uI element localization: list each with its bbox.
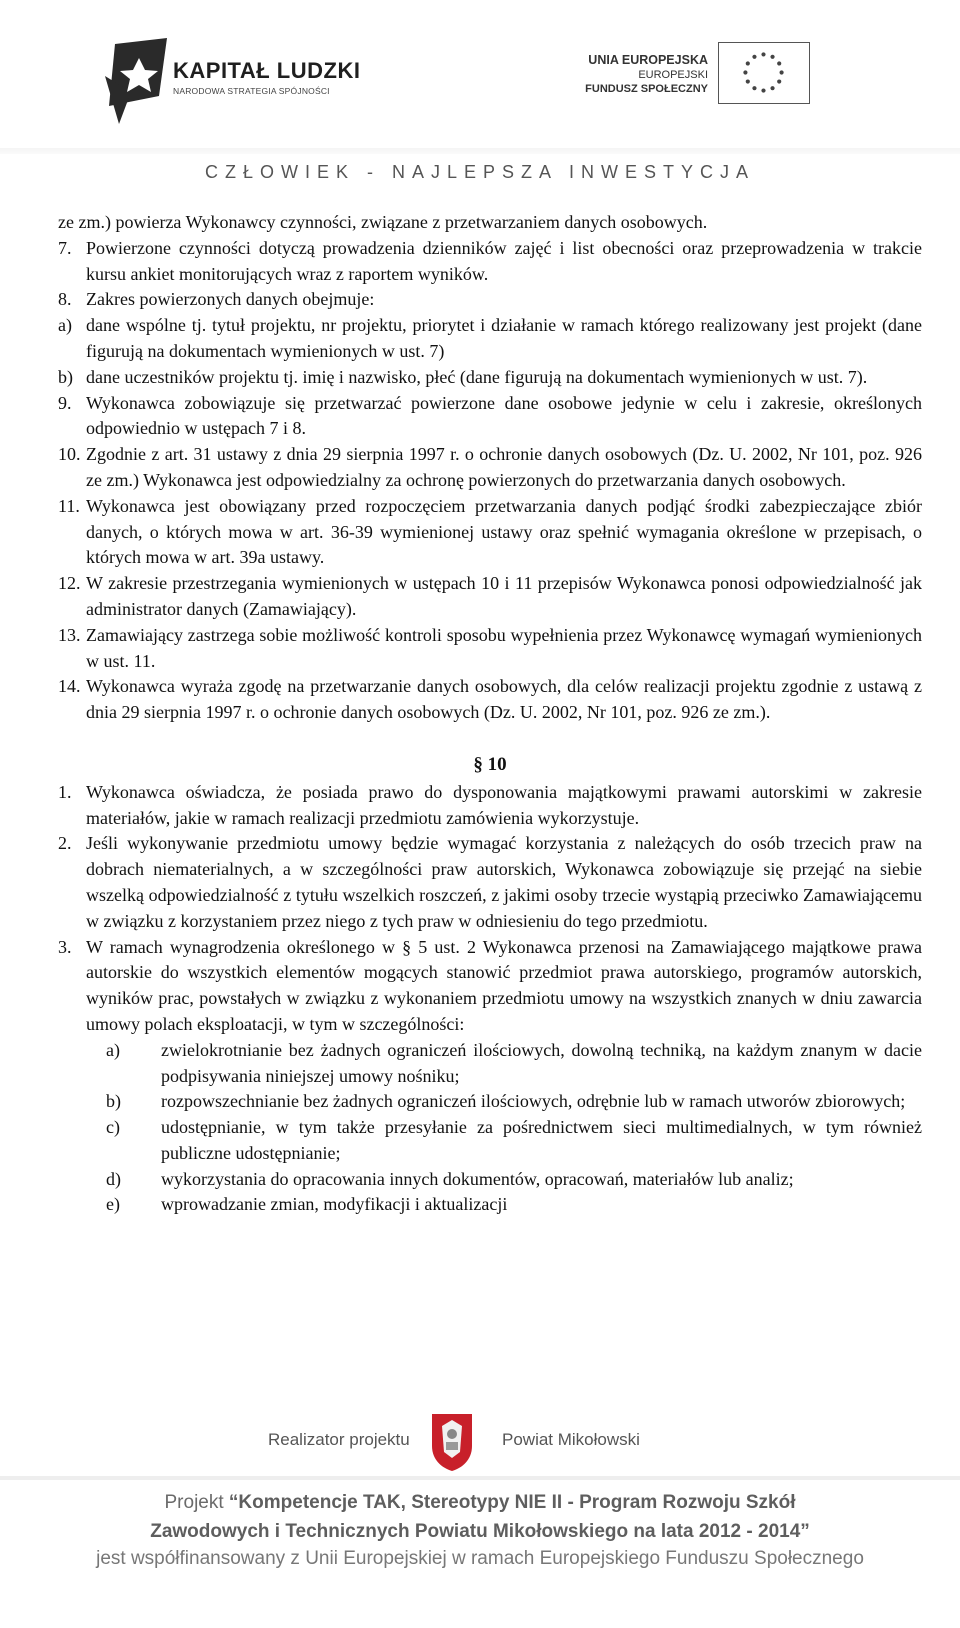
list-marker: 13. [58,624,81,645]
header-slogan: CZŁOWIEK - NAJLEPSZA INWESTYCJA [204,162,756,182]
kapital-ludzki-logo [105,36,361,126]
list-item-text: Zgodnie z art. 31 ustawy z dnia 29 sierpnia 1997 r. o ochronie danych osobowych (Dz. U. 2002, Nr 101, poz. 926 ze zm.) Wykonawca jest odpowiedzialny za ochronę powierzonych do przetwarzania danych osobowych. [86,444,922,490]
list-marker: b) [106,1091,121,1112]
list-marker: 11. [58,495,80,516]
footer-project-prefix: Projekt [164,1492,229,1513]
list-marker: a) [58,315,72,336]
list-item-8a [58,313,922,365]
list-item-text: dane uczestników projektu tj. imię i nazwisko, płeć (dane figurują na dokumentach wymienionych w ust. 7). [86,366,868,387]
section-item-2 [58,831,922,934]
list-marker: 7. [58,237,72,258]
section-item-1 [58,780,922,832]
list-item-text: Zakres powierzonych danych obejmuje: [86,289,375,310]
list-item-text: Wykonawca zobowiązuje się przetwarzać powierzone dane osobowe jedynie w celu i zakresie, określonych odpowiednio w ustępach 7 i 8. [86,392,922,439]
eu-logo-line1: UNIA EUROPEJSKA [588,53,708,67]
list-item-text: Wykonawca jest obowiązany przed rozpoczęciem przetwarzania danych podjąć środki zabezpieczające zbiór danych, o których mowa w art. 36-39 wymienionej ustawy oraz spełnić wymagania określone w przepisach, o których mowa w art. 39a ustawy. [86,495,922,568]
list-item-8 [58,287,922,313]
list-item-11 [58,494,922,571]
list-marker: b) [58,366,73,387]
list-item-7 [58,236,922,288]
powiat-crest-icon [430,1412,474,1472]
list-item-text: wprowadzanie zmian, modyfikacji i aktualizacji [161,1194,508,1215]
section-heading: § 10 [473,753,507,775]
list-item-10 [58,442,922,494]
section-item-3a [58,1038,922,1090]
list-marker: e) [106,1194,120,1215]
list-item-text: zwielokrotnianie bez żadnych ograniczeń ilościowych, dowolną techniką, na każdym znanym w dacie podpisywania niniejszej umowy nośniku; [161,1039,922,1086]
list-marker: 2. [58,833,72,854]
footer-project-title-line2: Zawodowych i Technicznych Powiatu Mikołowskiego na lata 2012 - 2014” [150,1521,810,1542]
list-item-12 [58,571,922,623]
kapital-ludzki-title: KAPITAŁ LUDZKI [173,58,361,83]
section-item-3 [58,935,922,1038]
list-item-text: Wykonawca oświadcza, że posiada prawo do dysponowania majątkowymi prawami autorskimi w zakresie materiałów, jakie w ramach realizacji przedmiotu zamówienia wykorzystuje. [86,781,922,828]
page-header [0,0,960,200]
footer-realizator-label: Realizator projektu [268,1430,410,1449]
list-item-text: Wykonawca wyraża zgodę na przetwarzanie danych osobowych, dla celów realizacji projektu zgodnie z ustawą z dnia 29 sierpnia 1997 r. o ochronie danych osobowych (Dz. U. 2002, Nr 101, poz. 926 ze zm.). [86,676,922,723]
list-marker: c) [106,1117,120,1138]
section-item-3b [58,1089,922,1115]
list-item-8b [58,365,922,391]
list-marker: 14. [58,676,81,697]
list-marker: 10. [58,444,81,465]
list-item-text: rozpowszechnianie bez żadnych ograniczeń ilościowych, odrębnie lub w ramach utworów zbiorowych; [161,1091,906,1112]
footer-project-title [0,1488,960,1546]
footer-project-title-line1: “Kompetencje TAK, Stereotypy NIE II - Program Rozwoju Szkół [228,1492,796,1513]
list-item-text: wykorzystania do opracowania innych dokumentów, opracowań, materiałów lub analiz; [161,1168,794,1189]
list-item-9 [58,391,922,443]
list-item-text: W zakresie przestrzegania wymienionych w ustępach 10 i 11 przepisów Wykonawca ponosi odpowiedzialność jak administrator danych (Zamawiający). [86,573,922,619]
eu-logo-line3: FUNDUSZ SPOŁECZNY [585,83,708,95]
eu-flag-icon [718,42,810,104]
paragraph-continuation [58,210,922,236]
list-item-text: udostępnianie, w tym także przesyłanie za pośrednictwem sieci multimedialnych, w tym również publiczne udostępnianie; [161,1117,922,1163]
section-item-3e [58,1192,922,1218]
list-item-text: Zamawiający zastrzega sobie możliwość kontroli sposobu wypełnienia przez Wykonawcę wymagań wymienionych w ust. 11. [86,624,922,671]
section-item-3d [58,1167,922,1193]
kapital-ludzki-emblem-icon [105,36,175,126]
list-item-text: Jeśli wykonywanie przedmiotu umowy będzie wymagać korzystania z należących do osób trzecich praw na dobrach niematerialnych, a w szczególności praw autorskich, Wykonawca zobowiązuje się przejąć na siebie wszelką odpowiedzialność z tytułu wszelkich roszczeń, z jakimi osoby trzecie wystąpią przeciwko Zamawiającemu w związku z korzystaniem przez niego z tych praw w odniesieniu do tego przedmiotu. [86,833,922,931]
footer-powiat-label: Powiat Mikołowski [502,1430,640,1449]
list-marker: 9. [58,392,72,413]
page-footer [0,1408,960,1628]
eu-logo-line2: EUROPEJSKI [638,69,708,81]
footer-funding-note: jest współfinansowany z Unii Europejskiej w ramach Europejskiego Funduszu Społecznego [96,1548,864,1569]
paragraph-text: ze zm.) powierza Wykonawcy czynności, związane z przetwarzaniem danych osobowych. [58,212,708,232]
list-marker: 12. [58,573,81,594]
list-item-13 [58,623,922,675]
list-marker: d) [106,1168,121,1189]
footer-divider [0,1476,960,1480]
document-body [58,210,922,1218]
list-marker: a) [106,1039,120,1060]
header-divider [0,148,960,154]
list-item-14 [58,674,922,726]
list-marker: 1. [58,781,72,802]
list-item-text: dane wspólne tj. tytuł projektu, nr projektu, priorytet i działanie w ramach którego realizowany jest projekt (dane figurują na dokumentach wymienionych w ust. 7) [86,315,922,361]
list-marker: 8. [58,289,72,310]
kapital-ludzki-subtitle: NARODOWA STRATEGIA SPÓJNOŚCI [173,86,330,96]
section-item-3c [58,1115,922,1167]
list-marker: 3. [58,936,72,957]
eu-logo [585,42,810,112]
eu-logo-text [585,52,708,96]
list-item-text: W ramach wynagrodzenia określonego w § 5 ust. 2 Wykonawca przenosi na Zamawiającego majątkowe prawa autorskie do wszystkich elementów mogących stanowić przedmiot prawa autorskiego, programów autorskich, wyników prac, powstałych w związku z wykonaniem przedmiotu umowy na wszystkich znanych w dniu zawarcia umowy polach eksploatacji, w tym w szczególności: [86,936,922,1034]
list-item-text: Powierzone czynności dotyczą prowadzenia dzienników zajęć i list obecności oraz przeprowadzenia w trakcie kursu ankiet monitorujących wraz z raportem wyników. [86,237,922,284]
